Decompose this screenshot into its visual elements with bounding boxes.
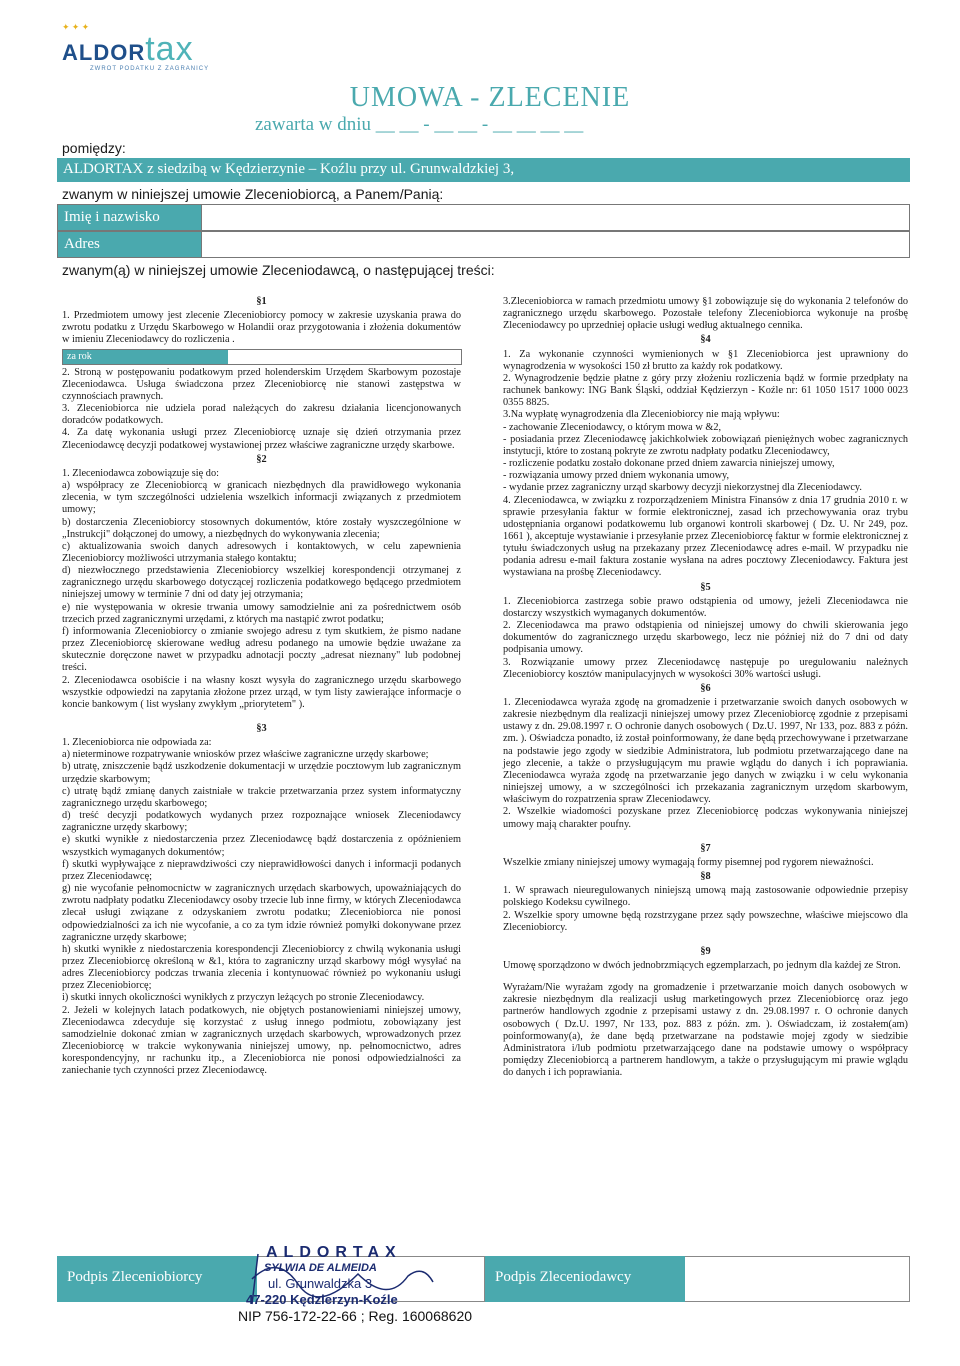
stamp-line-1: ALDORTAX <box>266 1244 402 1261</box>
paragraph: 1. W sprawach nieuregulowanych niniejszą umową mają zastosowanie odpowiednie przepisy polskiego Kodeksu cywilnego. <box>503 885 908 909</box>
section-2-heading: §2 <box>256 453 267 465</box>
paragraph: 1. Zleceniobiorca zastrzega sobie prawo odstąpienia od umowy, jeżeli Zleceniodawca nie dostarczy wszystkich wymaganych dokumentów. <box>503 595 908 619</box>
paragraph: a) współpracy ze Zleceniobiorcą w granicach niezbędnych dla prawidłowego wykonania zlecenia, w tym szczególności udzielenia wszelkich informacji związanych z przedmiotem umowy; <box>62 480 461 516</box>
paragraph: d) treść decyzji podatkowych wydanych przez rozpoznające wniosek Zleceniodawcy zagraniczne urzędy skarbowy; <box>62 810 461 834</box>
paragraph: 3.Zleceniobiorca w ramach przedmiotu umowy §1 zobowiązuje się do wykonania 2 telefonów do zagranicznego urzędu skarbowego. Pozostałe telefony Zleceniobiorca wykonuje na prośbę Zleceniodawcy po uprzedniej opłacie usługi według aktualnego cennika. <box>503 296 908 332</box>
paragraph: 2. Zleceniodawca osobiście i na własny koszt wysyła do zagranicznego urzędu skarbowego wszystkie odpowiedzi na zapytania złożone przez urząd, w tym listy zawierające informacje o koncie bankowym ( list wysłany zwykłym „priorytetem" ). <box>62 674 461 710</box>
paragraph: 3.Na wypłatę wynagrodzenia dla Zleceniobiorcy nie mają wpływu: <box>503 409 780 421</box>
paragraph: f) skutki wypływające z nieprawdziwości czy nieprawidłowości danych i informacji podanych przez Zleceniodawcę; <box>62 858 461 882</box>
paragraph: i) skutki innych okoliczności wynikłych z przyczyn leżących po stronie Zleceniodawcy. <box>62 992 425 1004</box>
logo-tagline: ZWROT PODATKU Z ZAGRANICY <box>90 66 210 72</box>
name-field[interactable] <box>57 204 910 231</box>
paragraph: 1. Zleceniodawca wyraża zgodę na gromadzenie i przetwarzanie swoich danych osobowych w zakresie niezbędnym dla realizacji niniejszej umowy przez Zleceniobiorcę zgodnie z przepisami ustawy z dn. 29.08.1997 r. O ochronie danych osobowych ( Dz.U. 1997, Nr 133, poz. 883 z późn. zm. ). Oświadcza ponadto, iż został poinformowany, że dane będą przechowywane i przetwarzane na podstawie jego zgody w siedzibie Administratora, lub podmiotu przetwarzającego dane na jego zlecenie, a także o przysługującym mu prawie wglądu do danych i ich poprawiania. Zleceniodawca wyraża zgodę na przetwarzanie jego danych w związku i w celu wykonania niniejszej umowy, a w szczególności ich przekazania zagranicznym urzędom skarbowym, właściwym do rozpatrzenia spraw Zleceniodawcy. <box>503 697 908 806</box>
stamp-line-3: ul. Grunwaldzka 3 <box>268 1276 373 1291</box>
section-4-heading: §4 <box>700 334 711 346</box>
contract-date-line: zawarta w dniu __ __ - __ __ - __ __ __ __ <box>255 114 584 135</box>
document-title: UMOWA - ZLECENIE <box>349 82 631 113</box>
section-1-heading: §1 <box>256 296 267 307</box>
paragraph: Wyrażam/Nie wyrażam zgody na gromadzenie i przetwarzanie moich danych osobowych w zakresie niezbędnym dla realizacji usług marketingowych przez Zleceniobiorcę oraz jego partnerów handlowych zgodnie z przepisami ustawy z dn. 29.08.1997 r. O ochronie danych osobowych ( Dz.U. 1997, Nr 133, poz. 883 z późn. zm. ). Oświadczam, iż zostałem(am) poinformowany(a), że dane będą przetwarzane na podstawie mojej zgody w siedzibie Administratora i/lub podmiotu przetwarzającego dane na podstawie umowy o współpracy pomiędzy Zleceniobiorcą a partnerem handlowym, a także o przysługującym mi prawie wglądu do danych i ich poprawiania. <box>503 982 908 1079</box>
paragraph: c) aktualizowania swoich danych adresowych i kontaktowych, w celu zapewnienia Zleceniobiorcy możliwości utrzymania stałego kontaktu; <box>62 540 461 564</box>
paragraph: 2. Wszelkie spory umowne będą rozstrzygane przez sądy powszechne, właściwe miejscowo dla Zleceniobiorcy. <box>503 909 908 933</box>
logo-brand-main: ALDOR <box>62 40 146 65</box>
section-5-heading: §5 <box>700 581 711 593</box>
paragraph: b) utratę, zniszczenie bądź uszkodzenie dokumentacji w urzędzie pocztowym lub zagranicznym urzędzie skarbowym; <box>62 761 461 785</box>
address-field-input[interactable] <box>201 232 909 257</box>
paragraph: a) nieterminowe rozpatrywanie wniosków przez właściwe zagraniczne urzędy skarbowe; <box>62 749 429 761</box>
stamp-line-4: 47-220 Kędzierzyn-Koźle <box>246 1292 398 1307</box>
client-signature-field[interactable] <box>685 1256 910 1302</box>
paragraph: - rozliczenie podatku zostało dokonane przed dniem zawarcia niniejszej umowy, <box>503 458 835 470</box>
paragraph: f) informowania Zleceniobiorcy o zmianie swojego adresu z tym skutkiem, że pismo nadane przez Zleceniobiorcę skierowane według adresu podanego na umowie będzie uważane za skutecznie doręczone nawet w przypadku adnotacji poczty „adresat nieznany" lub podobnej treści. <box>62 625 461 674</box>
paragraph: - posiadania przez Zleceniodawcę jakichkolwiek zobowiązań pieniężnych wobec zagranicznych instytucji, które to zostaną pokryte ze zwrotu nadpłaty podatku Zleceniodawcy, <box>503 433 908 457</box>
paragraph: e) skutki wynikłe z niedostarczenia przez Zleceniodawcę bądź dostarczenia z opóźnieniem wszystkich wymaganych dokumentów; <box>62 834 461 858</box>
company-logo <box>62 22 262 74</box>
paragraph: b) dostarczenia Zleceniobiorcy stosownych dokumentów, które zostały wyszczególnione w „Instrukcji" dołączonej do umowy, a niezbędnych do wykonywania zlecenia; <box>62 516 461 540</box>
between-label: pomiędzy: <box>62 140 126 156</box>
paragraph: - wydanie przez zagraniczny urząd skarbowy decyzji niekorzystnej dla Zleceniodawcy. <box>503 482 862 494</box>
contractor-intro: zwanym w niniejszej umowie Zleceniobiorcą, a Panem/Panią: <box>62 186 444 202</box>
stamp-line-2: SYLWIA DE ALMEIDA <box>264 1262 377 1274</box>
paragraph: 4. Za datę wykonania usługi przez Zleceniobiorcę uznaje się dzień otrzymania przez Zleceniodawcę decyzji podatkowej wystawionej przez właściwe zagraniczne urzędy skarbowe. <box>62 427 461 451</box>
paragraph: 4. Zleceniodawca, w związku z rozporządzeniem Ministra Finansów z dnia 17 grudnia 2010 r. w sprawie przesyłania faktur w formie elektronicznej, zasad ich przechowywania oraz trybu udostępniania organowi podatkowemu lub organowi kontroli skarbowej ( Dz. U. Nr 249, poz. 1661 ), akceptuje wystawianie i przesyłanie przez Zleceniobiorcę faktur w formie elektronicznej z tytułu świadczonych usług na przekazany przez Zleceniodawcę adres e-mail. W przypadku nie podania adresu e-mail faktura zostanie wysłana na adres pocztowy Zleceniodawcy. Faktura jest wystawiana na prośbę Zleceniodawcy. <box>503 494 908 579</box>
section-8-heading: §8 <box>700 871 711 883</box>
paragraph: 1. Przedmiotem umowy jest zlecenie Zleceniobiorcy pomocy w zakresie uzyskania prawa do zwrotu podatku z Urzędu Skarbowego w Holandii oraz przygotowania i złożenia dokumentów w imieniu Zleceniodawcy do rozliczenia . <box>62 310 461 346</box>
paragraph: 3. Zleceniobiorca nie udziela porad należących do zakresu działania licencjonowanych doradców podatkowych. <box>62 403 461 427</box>
paragraph: - rozwiązania umowy przed dniem wykonania umowy, <box>503 470 730 482</box>
address-field-label: Adres <box>58 232 201 257</box>
paragraph: 2. Stroną w postępowaniu podatkowym przed holenderskim Urzędem Skarbowym pozostaje Zleceniodawca. Usługa świadczona przez Zleceniobiorcę nie stanowi zastępstwa w czynnościach prawnych. <box>62 366 461 402</box>
paragraph: 3. Rozwiązanie umowy przez Zleceniodawcę następuje po uregulowaniu należnych Zleceniobiorcy kosztów manipulacyjnych w wysokości 30% wartości usługi. <box>503 656 908 680</box>
section-3-heading: §3 <box>256 723 267 734</box>
name-field-label: Imię i nazwisko <box>58 205 201 230</box>
paragraph: 2. Wszelkie wiadomości pozyskane przez Zleceniobiorcę podczas wykonywania niniejszej umowy mają charakter poufny. <box>503 806 908 830</box>
paragraph: 1. Zleceniobiorca nie odpowiada za: <box>62 737 212 749</box>
client-intro: zwanym(ą) w niniejszej umowie Zleceniodawcą, o następującej treści: <box>62 262 495 278</box>
paragraph: 2. Zleceniodawca ma prawo odstąpienia od niniejszej umowy do chwili skierowania jego dokumentów do zagranicznego urzędu skarbowego, lecz nie później niż do 7 dni od daty podpisania umowy. <box>503 620 908 656</box>
paragraph: 2. Wynagrodzenie będzie płatne z góry przy złożeniu rozliczenia bądź w formie przedpłaty na rachunek bankowy: ING Bank Śląski, oddział Kędzierzyn - Koźle nr: 61 1050 1517 1000 0023 0355 8825. <box>503 372 908 409</box>
paragraph: 1. Zleceniodawca zobowiązuje się do: <box>62 467 219 479</box>
tax-year-field[interactable] <box>62 349 462 365</box>
paragraph: h) skutki wynikłe z niedostarczenia korespondencji Zleceniobiorcy z chwilą wykonania usługi przez Zleceniobiorcę określoną w &1, która to zagraniczny urząd skarbowy mógł wysyłać na adres Zleceniobiorcy podczas trwania zlecenia i kontynuować również po wykonaniu usługi przez Zleceniobiorcę; <box>62 943 461 992</box>
paragraph: 2. Jeżeli w kolejnych latach podatkowych, nie objętych postanowieniami niniejszej umowy, Zleceniodawca zdecyduje się korzystać z usług innego podmiotu, zobowiązany jest samodzielnie dokonać zmian w zagranicznych urzędach skarbowych, wprowadzonych przez Zleceniobiorcę w trakcie wykonywania niniejszej umowy, np. pełnomocnictwo, adres korespondencyjny, nr rachunku itp., a Zleceniobiorca nie ponosi odpowiedzialności za zaniechanie tych czynności przez Zleceniodawcę. <box>62 1004 461 1077</box>
company-bar: ALDORTAX z siedzibą w Kędzierzynie – Koźlu przy ul. Grunwaldzkiej 3, <box>57 158 910 182</box>
paragraph: 1. Za wykonanie czynności wymienionych w §1 Zleceniobiorca jest uprawniony do wynagrodzenia w wysokości 150 zł brutto za każdy rok podatkowy. <box>503 348 908 372</box>
paragraph: g) nie wycofanie pełnomocnictw w zagranicznych urzędach skarbowych, upoważniających do zwrotu nadpłaty podatku Zleceniodawcy osoby trzecie lub inne firmy, w których Zleceniodawca zlecał usługi związane z odzyskaniem zwrotu podatku; Zleceniobiorca nie ponosi odpowiedzialności za ich nie wycofanie, a co za tym idzie również pomyłki dokonywane przez zagraniczne urzędy skarbowe; <box>62 883 461 943</box>
paragraph: e) nie występowania w okresie trwania umowy samodzielnie ani za pośrednictwem osób trzecich przed zagranicznymi urzędami, z których ma nastąpić zwrot podatku; <box>62 601 461 625</box>
paragraph: - zachowanie Zleceniodawcy, o którym mowa w &2, <box>503 421 722 433</box>
right-column <box>503 296 908 1079</box>
stamp-tax-id: NIP 756-172-22-66 ; Reg. 160068620 <box>238 1308 473 1324</box>
paragraph: Wszelkie zmiany niniejszej umowy wymagają formy pisemnej pod rygorem nieważności. <box>503 856 874 868</box>
company-stamp <box>238 1244 473 1328</box>
section-9-heading: §9 <box>700 945 711 957</box>
contractor-signature-label: Podpis Zleceniobiorcy <box>57 1256 257 1302</box>
section-6-heading: §6 <box>700 682 711 694</box>
name-field-input[interactable] <box>201 205 909 230</box>
paragraph: Umowę sporządzono w dwóch jednobrzmiących egzemplarzach, po jednym dla każdej ze Stron. <box>503 959 901 971</box>
logo-brand-tax: tax <box>145 30 194 68</box>
client-signature-label: Podpis Zleceniodawcy <box>485 1256 685 1302</box>
address-field[interactable] <box>57 231 910 258</box>
left-column <box>62 294 461 1078</box>
tax-year-label: za rok <box>63 350 228 364</box>
stars-decoration-icon: ✦ ✦ ✦ <box>62 22 90 32</box>
section-7-heading: §7 <box>700 842 711 854</box>
paragraph: d) niezwłocznego przedstawienia Zleceniobiorcy wszelkiej korespondencji otrzymanej z zagranicznego urzędu skarbowego dotyczącej rozliczenia podatkowego będącego przedmiotem niniejszej umowy w terminie 7 dni od daty jej otrzymania; <box>62 565 461 601</box>
paragraph: c) utratę bądź zmianę danych zaistniałe w trakcie przetwarzania przez system informatyczny zagranicznego urzędu skarbowego; <box>62 785 461 809</box>
